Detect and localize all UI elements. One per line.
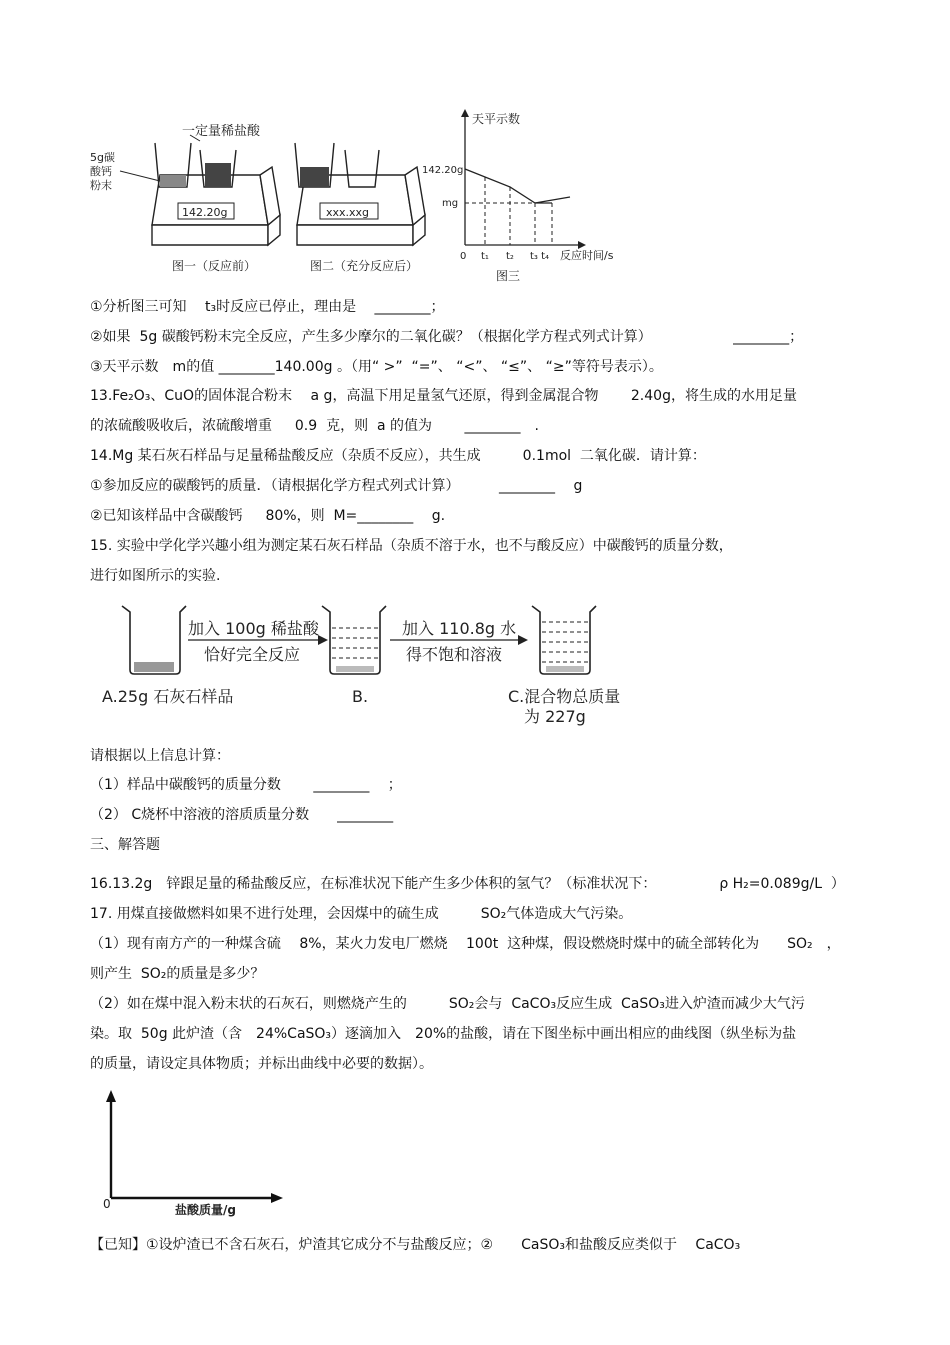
arrow1-top: 加入 100g 稀盐酸 — [188, 619, 319, 638]
q15-part2: （2） C烧杯中溶液的溶质质量分数 ________ — [90, 807, 394, 823]
q15-prompt: 请根据以上信息计算： — [90, 748, 230, 764]
graph-ylabel: 天平示数 — [472, 112, 521, 126]
figure-beaker-experiment — [100, 598, 640, 728]
label-b: B. — [352, 687, 369, 706]
caption-after: 图二（充分反应后） — [310, 259, 419, 273]
graph-y-top: 142.20g — [422, 165, 464, 176]
graph-origin: 0 — [460, 251, 467, 262]
graph-xlabel: 反应时间/s — [560, 249, 614, 262]
q13-line-1: 13.Fe₂O₃、CuO的固体混合粉末 a g，高温下用足量氢气还原，得到金属混合物 2.40g，将生成的水用足量 — [90, 388, 797, 404]
graph-y-m: mg — [442, 198, 459, 209]
q12-line-3: ③天平示数 m的值 ________140.00g 。（用“ >” “=”、 “<”、 “≤”、 “≥”等符号表示）。 — [90, 359, 663, 375]
balance-before — [152, 135, 280, 245]
graph-t3t4: t₃ t₄ — [530, 251, 550, 262]
arrow2-top: 加入 110.8g 水 — [402, 619, 517, 638]
q15-line-2: 进行如图所示的实验. — [90, 568, 221, 584]
q17-line-2: （1）现有南方产的一种煤含硫 8%，某火力发电厂燃烧 100t 这种煤，假设燃烧时煤中的硫全部转化为 SO₂ ， — [90, 936, 841, 952]
blank-coordinate-axes — [95, 1088, 295, 1218]
q17-line-4: （2）如在煤中混入粉末状的石灰石，则燃烧产生的 SO₂会与 CaCO₃反应生成 CaSO₃进入炉渣而减少大气污 — [90, 996, 805, 1012]
label-powder-3: 粉末 — [90, 179, 112, 192]
label-powder-2: 酸钙 — [90, 165, 112, 178]
beaker-c — [532, 606, 596, 674]
scale1-reading: 142.20g — [182, 206, 228, 219]
q14-line-3: ②已知该样品中含碳酸钙 80%，则 M=________ g. — [90, 508, 446, 524]
balance-after — [295, 143, 425, 245]
caption-before: 图一（反应前） — [172, 259, 257, 273]
q12-line-1: ①分析图三可知 t₃时反应已停止，理由是 ________； — [90, 299, 445, 315]
q17-line-5: 染。取 50g 此炉渣（含 24%CaSO₃）逐滴加入 20%的盐酸，请在下图坐标中画出相应的曲线图（纵坐标为盐 — [90, 1026, 797, 1042]
axis-origin: 0 — [103, 1197, 111, 1211]
graph-t2: t₂ — [506, 251, 514, 262]
y-axis-arrow — [106, 1090, 116, 1102]
figure-balances-and-graph — [90, 105, 630, 285]
caption-graph: 图三 — [496, 269, 521, 283]
graph-t1: t₁ — [481, 251, 489, 262]
x-axis-arrow — [271, 1193, 283, 1203]
beaker-a — [122, 606, 186, 674]
label-c-line1: C.混合物总质量 — [508, 687, 621, 706]
q13-line-2: 的浓硫酸吸收后，浓硫酸增重 0.9 克，则 a 的值为 ________ . — [90, 418, 539, 434]
arrow1-bottom: 恰好完全反应 — [204, 645, 301, 664]
q15-part1: （1）样品中碳酸钙的质量分数 ________ ； — [90, 777, 402, 793]
label-a: A.25g 石灰石样品 — [102, 687, 234, 706]
q17-line-1: 17. 用煤直接做燃料如果不进行处理，会因煤中的硫生成 SO₂气体造成大气污染。 — [90, 906, 633, 922]
q17-line-6: 的质量，请设定具体物质；并标出曲线中必要的数据）。 — [90, 1056, 433, 1072]
q14-line-2: ①参加反应的碳酸钙的质量．（请根据化学方程式列式计算） ________ g — [90, 478, 583, 494]
q16-line: 16.13.2g 锌跟足量的稀盐酸反应，在标准状况下能产生多少体积的氢气？（标准状况下： ρ H₂=0.089g/L ） — [90, 876, 845, 892]
q15-line-1: 15. 实验中学化学兴趣小组为测定某石灰石样品（杂质不溶于水，也不与酸反应）中碳酸钙的质量分数， — [90, 538, 733, 554]
balance-graph — [461, 109, 586, 249]
label-c-line2: 为 227g — [524, 707, 586, 726]
q12-line-2: ②如果 5g 碳酸钙粉末完全反应，产生多少摩尔的二氧化碳？（根据化学方程式列式计算） ________； — [90, 329, 804, 345]
axis-xlabel: 盐酸质量/g — [175, 1203, 236, 1217]
q14-line-1: 14.Mg 某石灰石样品与足量稀盐酸反应（杂质不反应），共生成 0.1mol 二氧化碳．请计算： — [90, 448, 706, 464]
label-powder-1: 5g碳 — [90, 151, 115, 164]
q17-line-3: 则产生 SO₂的质量是多少？ — [90, 966, 265, 982]
known-info-line: 【已知】①设炉渣已不含石灰石，炉渣其它成分不与盐酸反应；② CaSO₃和盐酸反应类似于 CaCO₃ — [90, 1237, 741, 1253]
scale2-reading: xxx.xxg — [326, 206, 370, 219]
arrow2-bottom: 得不饱和溶液 — [406, 645, 503, 664]
label-acid: 一定量稀盐酸 — [182, 124, 261, 139]
beaker-b — [322, 606, 386, 674]
section-heading: 三、解答题 — [90, 837, 160, 853]
